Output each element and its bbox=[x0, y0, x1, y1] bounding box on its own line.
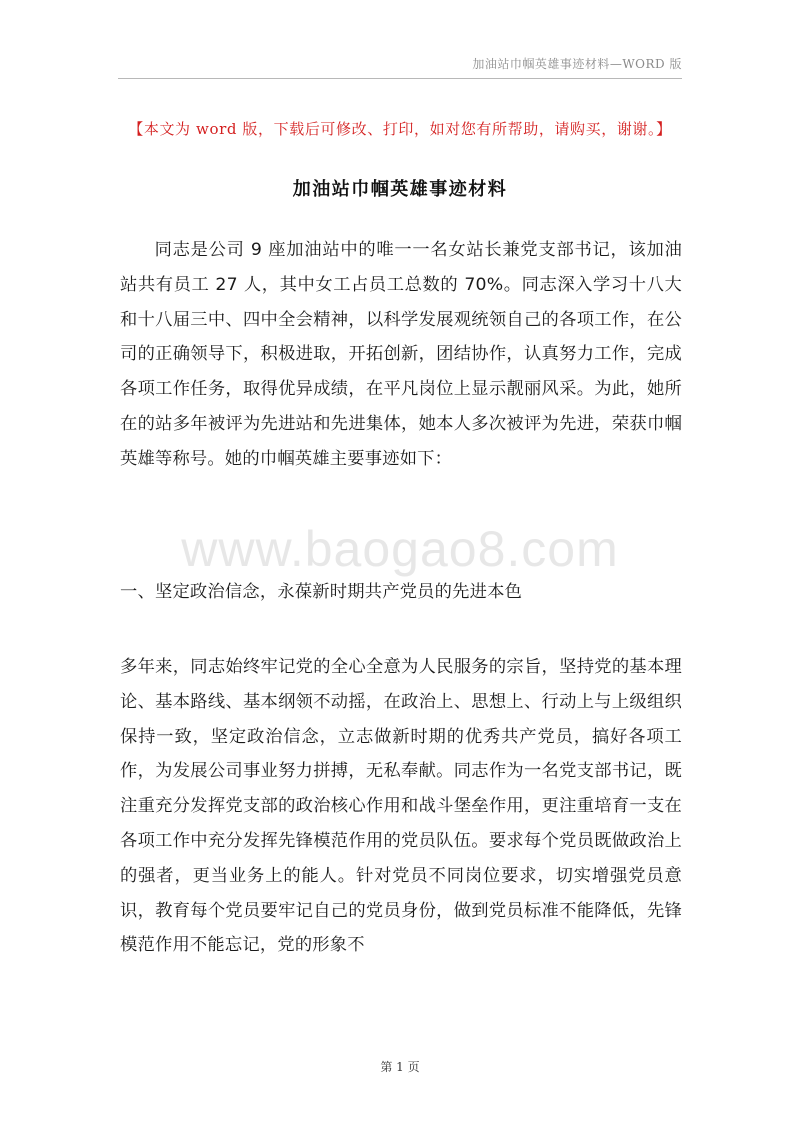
running-header: 加油站巾帼英雄事迹材料—WORD 版 bbox=[472, 57, 682, 71]
body-paragraph-2: 多年来，同志始终牢记党的全心全意为人民服务的宗旨，坚持党的基本理论、基本路线、基本纲领不动摇，在政治上、思想上、行动上与上级组织保持一致，坚定政治信念，立志做新时期的优秀共产党员，搞好各项工作，为发展公司事业努力拼搏，无私奉献。同志作为一名党支部书记，既注重充分发挥党支部的政治核心作用和战斗堡垒作用，更注重培育一支在各项工作中充分发挥先锋模范作用的党员队伍。要求每个党员既做政治上的强者，更当业务上的能人。针对党员不同岗位要求，切实增强党员意识，教育每个党员要牢记自己的党员身份，做到党员标准不能降低，先锋模范作用不能忘记，党的形象不 bbox=[120, 657, 682, 956]
page-number: 第 1 页 bbox=[380, 1060, 420, 1074]
body-paragraph-1: 同志是公司 9 座加油站中的唯一一名女站长兼党支部书记，该加油站共有员工 27 人，其中女工占员工总数的 70%。同志深入学习十八大和十八届三中、四中全会精神，以科学发展观统领自己的各项工作，在公司的正确领导下，积极进取，开拓创新，团结协作，认真努力工作，完成各项工作任务，取得优异成绩，在平凡岗位上显示靓丽风采。为此，她所在的站多年被评为先进站和先进集体，她本人多次被评为先进，荣获巾帼英雄等称号。她的巾帼英雄主要事迹如下： bbox=[120, 240, 682, 469]
section-heading-1: 一、坚定政治信念，永葆新时期共产党员的先进本色 bbox=[120, 582, 523, 602]
document-title: 加油站巾帼英雄事迹材料 bbox=[292, 179, 508, 200]
watermark-text: www.baogao8.com bbox=[181, 521, 619, 577]
download-notice: 【本文为 word 版，下载后可修改、打印，如对您有所帮助，请购买，谢谢。】 bbox=[128, 120, 672, 138]
header-divider bbox=[118, 78, 682, 79]
